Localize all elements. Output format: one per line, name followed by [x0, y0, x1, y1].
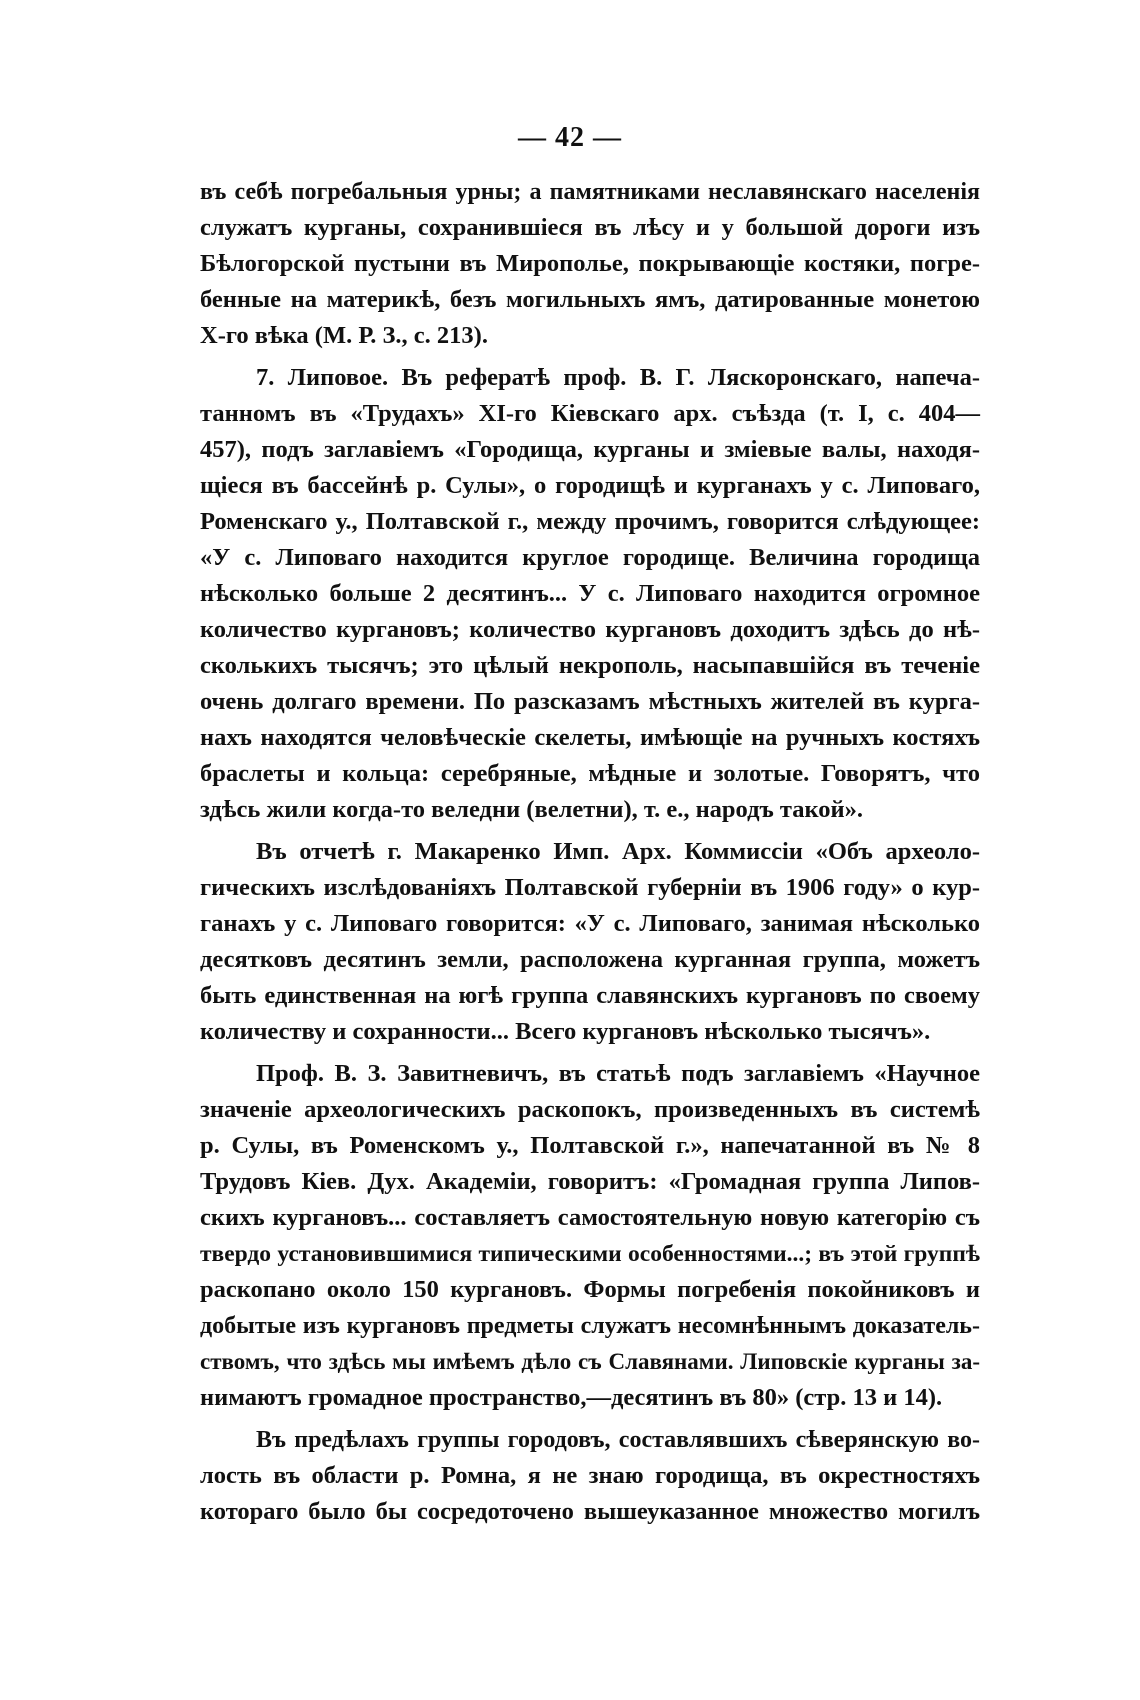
text-line: Проф. В. З. Завитневичъ, въ статьѣ подъ заглавіемъ «Научное	[256, 1060, 980, 1087]
text-line: 7. Липовое. Въ рефератѣ проф. В. Г. Ляскоронскаго, напеча-	[256, 364, 980, 391]
text-line: значеніе археологическихъ раскопокъ, произведенныхъ въ системѣ	[200, 1096, 980, 1123]
text-line: быть единственная на югѣ группа славянскихъ кургановъ по своему	[200, 982, 980, 1009]
paragraph-3	[200, 834, 980, 1050]
paragraph-2	[200, 360, 980, 828]
text-line: Х-го вѣка (М. Р. З., с. 213).	[200, 322, 488, 349]
text-line: добытые изъ кургановъ предметы служатъ несомнѣннымъ доказатель-	[200, 1313, 980, 1339]
text-line: десятковъ десятинъ земли, расположена курганная группа, можетъ	[200, 946, 980, 973]
text-line: Бѣлогорской пустыни въ Мирополье, покрывающіе костяки, погре-	[200, 250, 980, 277]
text-line: щіеся въ бассейнѣ р. Сулы», о городищѣ и курганахъ у с. Липоваго,	[200, 472, 980, 499]
text-line: количество кургановъ; количество кургановъ доходитъ здѣсь до нѣ-	[200, 616, 980, 643]
text-line: нахъ находятся человѣческіе скелеты, имѣющіе на ручныхъ костяхъ	[200, 724, 980, 751]
text-line: гическихъ изслѣдованіяхъ Полтавской губерніи въ 1906 году» о кур-	[200, 874, 980, 901]
text-line: раскопано около 150 кургановъ. Формы погребенія покойниковъ и	[200, 1276, 980, 1303]
text-line: нѣсколько больше 2 десятинъ... У с. Липоваго находится огромное	[200, 580, 980, 607]
text-line: танномъ въ «Трудахъ» ХІ-го Кіевскаго арх. съѣзда (т. I, с. 404—	[200, 400, 980, 427]
text-line: Трудовъ Кіев. Дух. Академіи, говоритъ: «Громадная группа Липов-	[200, 1168, 980, 1195]
text-line: бенные на материкѣ, безъ могильныхъ ямъ, датированные монетою	[200, 286, 980, 313]
text-line: лость въ области р. Ромна, я не знаю городища, въ окрестностяхъ	[200, 1462, 980, 1489]
body-text	[200, 174, 980, 1530]
text-line: скихъ кургановъ... составляетъ самостоятельную новую категорію съ	[200, 1204, 980, 1231]
text-line: ганахъ у с. Липоваго говорится: «У с. Липоваго, занимая нѣсколько	[200, 910, 980, 937]
paragraph-1	[200, 174, 980, 354]
text-line: очень долгаго времени. По разсказамъ мѣстныхъ жителей въ курга-	[200, 688, 980, 715]
text-line: Въ предѣлахъ группы городовъ, составлявшихъ сѣверянскую во-	[256, 1427, 980, 1453]
paragraph-5	[200, 1422, 980, 1530]
page-number: — 42 —	[518, 122, 622, 153]
text-line: Роменскаго у., Полтавской г., между прочимъ, говорится слѣдующее:	[200, 508, 980, 535]
text-line: ствомъ, что здѣсь мы имѣемъ дѣло съ Славянами. Липовскіе курганы за-	[200, 1349, 980, 1374]
text-line: «У с. Липоваго находится круглое городище. Величина городища	[200, 544, 980, 571]
text-line: 457), подъ заглавіемъ «Городища, курганы и зміевые валы, находя-	[200, 436, 980, 463]
text-line: нимаютъ громадное пространство,—десятинъ въ 80» (стр. 13 и 14).	[200, 1384, 943, 1411]
text-line: Въ отчетѣ г. Макаренко Имп. Арх. Коммиссіи «Объ археоло-	[256, 838, 980, 865]
text-line: котораго было бы сосредоточено вышеуказанное множество могилъ	[200, 1498, 980, 1525]
text-line: сколькихъ тысячъ; это цѣлый некрополь, насыпавшійся въ теченіе	[200, 652, 980, 679]
text-line: твердо установившимися типическими особенностями...; въ этой группѣ	[200, 1241, 980, 1267]
text-line: количеству и сохранности... Всего кургановъ нѣсколько тысячъ».	[200, 1018, 931, 1045]
text-line: служатъ курганы, сохранившіеся въ лѣсу и у большой дороги изъ	[200, 214, 980, 241]
text-line: браслеты и кольца: серебряные, мѣдные и золотые. Говорятъ, что	[200, 760, 980, 787]
paragraph-4	[200, 1056, 980, 1416]
text-line: р. Сулы, въ Роменскомъ у., Полтавской г.», напечатанной въ № 8	[200, 1132, 980, 1159]
text-line: здѣсь жили когда-то веледни (велетни), т. е., народъ такой».	[200, 796, 864, 823]
text-line: въ себѣ погребальныя урны; а памятниками неславянскаго населенія	[200, 179, 980, 205]
